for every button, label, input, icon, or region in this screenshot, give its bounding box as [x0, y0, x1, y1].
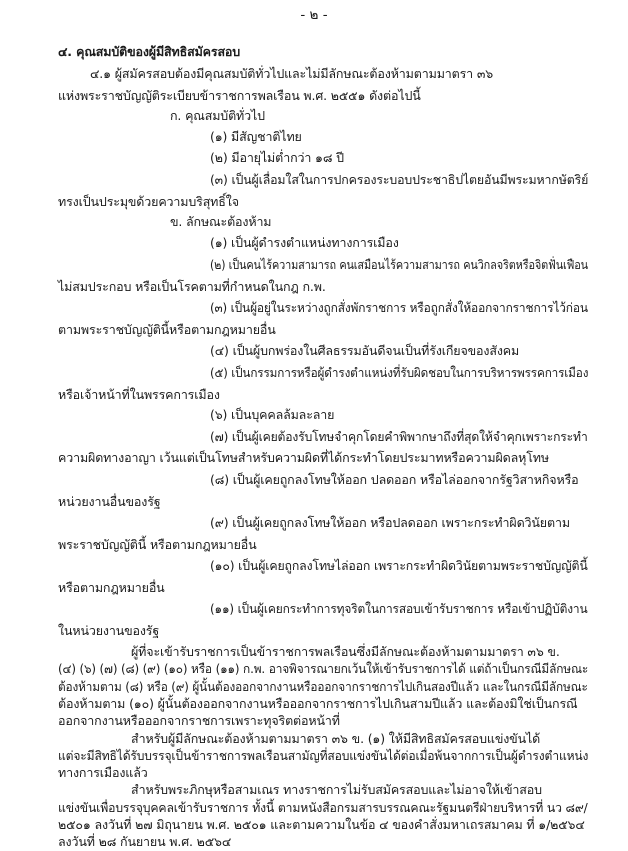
text-line: ในหน่วยงานของรัฐ [58, 623, 160, 638]
text-line: สำหรับพระภิกษุหรือสามเณร ทางราชการไม่รับสมัครสอบและไม่อาจให้เข้าสอบ [131, 782, 542, 797]
text-line: ผู้ที่จะเข้ารับราชการเป็นข้าราชการพลเรือนซึ่งมีลักษณะต้องห้ามตามมาตรา ๓๖ ข. [131, 644, 560, 659]
text-line: หรือเจ้าหน้าที่ในพรรคการเมือง [58, 387, 220, 402]
text-line: (๓) เป็นผู้อยู่ในระหว่างถูกสั่งพักราชการ หรือถูกสั่งให้ออกจากราชการไว้ก่อน [210, 300, 588, 315]
text-line: (๗) เป็นผู้เคยต้องรับโทษจำคุกโดยคำพิพากษาถึงที่สุดให้จำคุกเพราะกระทำ [210, 429, 588, 444]
text-line: ต้องห้ามตาม (๘) หรือ (๙) ผู้นั้นต้องออกจากงานหรือออกจากราชการไปเกินสองปีแล้ว และในกรณีมีลักษณะ [58, 679, 588, 694]
text-line: (๑๑) เป็นผู้เคยกระทำการทุจริตในการสอบเข้ารับราชการ หรือเข้าปฏิบัติงาน [210, 601, 588, 616]
text-line: (๑) มีสัญชาติไทย [210, 129, 302, 144]
text-line: ความผิดทางอาญา เว้นแต่เป็นโทษสำหรับความผิดที่ได้กระทำโดยประมาทหรือความผิดลหุโทษ [58, 450, 549, 465]
text-line: แต่จะมีสิทธิได้รับบรรจุเป็นข้าราชการพลเรือนสามัญที่สอบแข่งขันได้ต่อเมื่อพ้นจากการเป็นผู้ดำรงตำแหน่ง [58, 748, 589, 763]
sub-heading: ก. คุณสมบัติทั่วไป [170, 108, 265, 123]
text-line: (๕) เป็นกรรมการหรือผู้ดำรงตำแหน่งที่รับผิดชอบในการบริหารพรรคการเมือง [210, 365, 589, 380]
text-line: ออกจากงานหรือออกจากราชการเพราะทุจริตต่อหน้าที่ [58, 713, 340, 728]
text-line: (๒) เป็นคนไร้ความสามารถ คนเสมือนไร้ความสามารถ คนวิกลจริตหรือจิตฟั่นเฟือน [210, 257, 588, 272]
text-line: (๒) มีอายุไม่ต่ำกว่า ๑๘ ปี [210, 150, 344, 165]
text-line: หรือตามกฎหมายอื่น [58, 580, 165, 595]
text-line: (๔) (๖) (๗) (๘) (๙) (๑๐) หรือ (๑๑) ก.พ. อาจพิจารณายกเว้นให้เข้ารับราชการได้ แต่ถ้าเป็นกรณีมีลักษณะ [58, 661, 589, 676]
text-line: ทางการเมืองแล้ว [58, 765, 148, 780]
text-line: แห่งพระราชบัญญัติระเบียบข้าราชการพลเรือน พ.ศ. ๒๕๕๑ ดังต่อไปนี้ [58, 88, 421, 103]
text-line: ตามพระราชบัญญัตินี้หรือตามกฎหมายอื่น [58, 322, 276, 337]
text-line: ลงวันที่ ๒๘ กันยายน พ.ศ. ๒๕๖๔ [58, 834, 232, 849]
text-line: (๔) เป็นผู้บกพร่องในศีลธรรมอันดีจนเป็นที่รังเกียจของสังคม [210, 343, 520, 358]
text-line: (๑) เป็นผู้ดำรงตำแหน่งทางการเมือง [210, 235, 399, 250]
page-number: - ๒ - [300, 7, 328, 23]
text-line: (๖) เป็นบุคคลล้มละลาย [210, 407, 335, 422]
text-line: ต้องห้ามตาม (๑๐) ผู้นั้นต้องออกจากงานหรือออกจากราชการไปเกินสามปีแล้ว และต้องมิใช่เป็นกรณี [58, 696, 578, 711]
text-line: ๔.๑ ผู้สมัครสอบต้องมีคุณสมบัติทั่วไปและไม่มีลักษณะต้องห้ามตามมาตรา ๓๖ [90, 66, 494, 81]
text-line: (๓) เป็นผู้เลื่อมใสในการปกครองระบอบประชาธิปไตยอันมีพระมหากษัตริย์ [210, 172, 589, 187]
text-line: ทรงเป็นประมุขด้วยความบริสุทธิ์ใจ [58, 194, 239, 209]
text-line: (๑๐) เป็นผู้เคยถูกลงโทษไล่ออก เพราะกระทำผิดวินัยตามพระราชบัญญัตินี้ [210, 558, 588, 573]
text-line: พระราชบัญญัตินี้ หรือตามกฎหมายอื่น [58, 537, 257, 552]
text-line: ๒๕๐๑ ลงวันที่ ๒๗ มิถุนายน พ.ศ. ๒๕๐๑ และตามความในข้อ ๔ ของคำสั่งมหาเถรสมาคม ที่ ๑/๒๕๖๔ [58, 817, 585, 832]
text-line: (๙) เป็นผู้เคยถูกลงโทษให้ออก หรือปลดออก เพราะกระทำผิดวินัยตาม [210, 515, 570, 530]
text-line: หน่วยงานอื่นของรัฐ [58, 494, 161, 509]
text-line: แข่งขันเพื่อบรรจุบุคคลเข้ารับราชการ ทั้งนี้ ตามหนังสือกรมสารบรรณคณะรัฐมนตรีฝ่ายบริหารที่ นว ๘๙/ [58, 800, 588, 815]
text-line: (๘) เป็นผู้เคยถูกลงโทษให้ออก ปลดออก หรือไล่ออกจากรัฐวิสาหกิจหรือ [210, 472, 579, 487]
section-heading: ๔. คุณสมบัติของผู้มีสิทธิสมัครสอบ [58, 44, 241, 59]
sub-heading: ข. ลักษณะต้องห้าม [170, 214, 272, 229]
text-line: ไม่สมประกอบ หรือเป็นโรคตามที่กำหนดในกฎ ก.พ. [58, 279, 326, 294]
text-line: สำหรับผู้มีลักษณะต้องห้ามตามมาตรา ๓๖ ข. (๑) ให้มีสิทธิสมัครสอบแข่งขันได้ [131, 731, 541, 746]
